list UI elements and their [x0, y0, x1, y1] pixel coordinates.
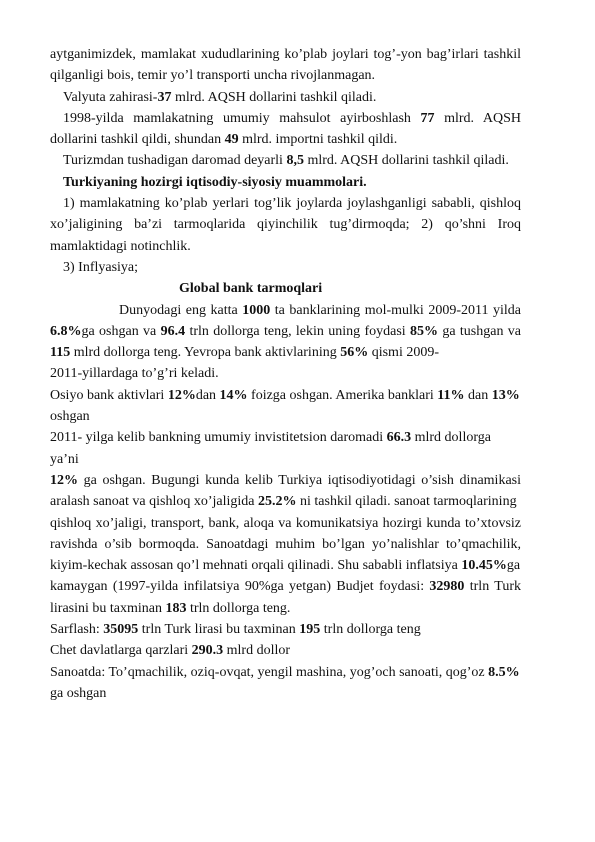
paragraph-line: ravishda o’sib bormoqda. Sanoatdagi muhim bo’lgan yo’nalishlar to’qmachilik,: [50, 536, 521, 552]
bold-number: 37: [157, 89, 172, 105]
bold-number: 13%: [491, 387, 520, 403]
paragraph-line: [50, 342, 521, 363]
bold-number: 290.3: [191, 643, 224, 659]
text-run: ga oshgan. Bugungi kunda kelib Turkiya iqtisodiyotidagi o’sish dinamikasi: [78, 472, 521, 488]
bold-number: 6.8%: [50, 323, 82, 339]
text-run: ga: [506, 558, 521, 574]
text-run: trln dollorga teng.: [186, 600, 291, 616]
bold-number: 14%: [219, 387, 248, 403]
text-run: Chet davlatlarga qarzlari: [50, 643, 192, 659]
text-line: xo’jaligining ba’zi tarmoqlarida qiyinchilik tug’dirmoqda; 2) qo’shni Iroq: [50, 217, 521, 233]
bold-number: 1000: [242, 302, 271, 318]
text-run: mlrd dollorga teng. Yevropa bank aktivlarining: [70, 345, 341, 361]
text-run: trln Turk lirasi bu taxminan: [138, 622, 300, 638]
text-run: ni tashkil qiladi. sanoat tarmoqlarining: [296, 494, 517, 510]
text-run: trln Turk: [464, 579, 521, 595]
text-run: mlrd. AQSH dollarini tashkil qiladi.: [171, 89, 377, 105]
section-title: Global bank tarmoqlari: [179, 281, 323, 297]
paragraph-line: [50, 576, 521, 597]
bold-number: 85%: [410, 323, 439, 339]
text-run: foizga oshgan. Amerika banklari: [247, 387, 438, 403]
paragraph-line: qishloq xo’jaligi, transport, bank, aloqa va komunikatsiya hozirgi kunda to’xtovsiz: [50, 515, 521, 531]
text-run: kiyim-kechak assosan qo’l mehnati orqali qilinadi. Shu sababli inflatsiya: [50, 558, 462, 574]
bold-number: 35095: [103, 622, 139, 638]
text-run: aralash sanoat va qishloq xo’jaligida: [50, 494, 258, 510]
bold-number: 56%: [340, 345, 369, 361]
paragraph-line: 2011-yillardaga to’g’ri keladi.: [50, 366, 219, 382]
text-line: mamlaktidagi notinchlik.: [50, 238, 191, 254]
paragraph-line: [50, 193, 521, 214]
paragraph-line: [50, 129, 521, 150]
text-run: ga oshgan va: [81, 323, 161, 339]
text-run: Sanoatda: To’qmachilik, oziq-ovqat, yengil mashina, yog’och sanoati, qog’oz: [50, 664, 489, 680]
bold-number: 25.2%: [258, 494, 297, 510]
paragraph-line: [50, 598, 521, 619]
section-heading: Turkiyaning hozirgi iqtisodiy-siyosiy muammolari.: [63, 174, 367, 190]
paragraph-line: oshgan: [50, 409, 90, 425]
bold-number: 77: [420, 110, 435, 126]
text-line: aytganimizdek, mamlakat xududlarining ko’plab joylari tog’-yon bag’irlari tashkil: [50, 47, 521, 62]
bold-number: 66.3: [386, 430, 412, 446]
bold-number: 195: [299, 622, 321, 638]
bold-number: 8,5: [286, 153, 304, 169]
text-run: Dunyodagi eng katta: [119, 302, 243, 318]
text-run: lirasini bu taxminan: [50, 600, 166, 616]
text-run: dollarini tashkil qildi, shundan: [50, 132, 225, 148]
paragraph-line: [50, 108, 521, 129]
text-run: mlrd dollorga ya’ni: [50, 430, 491, 467]
paragraph-line: [50, 44, 521, 65]
bold-number: 12%: [50, 472, 78, 488]
bold-number: 183: [165, 600, 187, 616]
text-run: dan: [464, 387, 492, 403]
bold-number: 8.5%: [488, 664, 520, 680]
text-run: ga tushgan va: [438, 323, 522, 339]
paragraph-line: [50, 491, 521, 512]
paragraph-line: [50, 619, 521, 640]
paragraph-line: [50, 321, 521, 342]
text-line: qilganligi bois, temir yo’l transporti uncha rivojlanmagan.: [50, 68, 376, 84]
text-run: trln dollorga teng: [320, 622, 421, 638]
bold-number: 49: [224, 132, 239, 148]
text-line: 1) mamlakatning ko’plab yerlari tog’lik joylarda joylashganligi sababli, qishloq: [63, 196, 521, 212]
text-run: mlrd dollor: [223, 643, 291, 659]
bold-number: 115: [50, 345, 71, 361]
bold-number: 12%: [167, 387, 196, 403]
paragraph-line: [50, 640, 521, 661]
paragraph-line: [50, 385, 521, 406]
paragraph-line: ga oshgan: [50, 685, 107, 701]
text-run: Turizmdan tushadigan daromad deyarli: [63, 153, 287, 169]
text-run: qismi 2009-: [368, 345, 439, 361]
paragraph-line: [50, 236, 521, 257]
text-run: 1998-yilda mamlakatning umumiy mahsulot ayirboshlash: [63, 110, 421, 126]
paragraph-line: [50, 555, 521, 576]
paragraph-line: [50, 427, 521, 470]
text-run: dan: [195, 387, 220, 403]
paragraph-line: [50, 662, 521, 683]
bold-number: 11%: [437, 387, 465, 403]
text-run: mlrd. AQSH: [434, 110, 521, 126]
text-run: mlrd. importni tashkil qildi.: [238, 132, 398, 148]
text-run: ta banklarining mol-mulki 2009-2011 yilda: [270, 302, 521, 318]
paragraph-line: [50, 470, 521, 491]
paragraph-turizm: [50, 150, 521, 171]
text-run: Osiyo bank aktivlari: [50, 387, 168, 403]
bold-number: 32980: [429, 579, 465, 595]
bold-number: 10.45%: [461, 558, 507, 574]
text-run: trln dollorga teng, lekin uning foydasi: [185, 323, 411, 339]
document-page: [50, 44, 521, 704]
text-run: Valyuta zahirasi-: [63, 89, 158, 105]
text-run: kamaygan (1997-yilda infilatsiya 90%ga yetgan) Budjet foydasi:: [50, 579, 430, 595]
bold-number: 96.4: [160, 323, 186, 339]
paragraph-line: [50, 300, 521, 321]
paragraph-inflyasiya: 3) Inflyasiya;: [63, 259, 139, 275]
text-run: 2011- yilga kelib bankning umumiy invistitetsion daromadi: [50, 430, 387, 446]
paragraph-line: [50, 65, 521, 86]
paragraph-valyuta: [50, 87, 521, 108]
paragraph-line: [50, 214, 521, 235]
text-run: Sarflash:: [50, 622, 104, 638]
text-run: mlrd. AQSH dollarini tashkil qiladi.: [303, 153, 509, 169]
